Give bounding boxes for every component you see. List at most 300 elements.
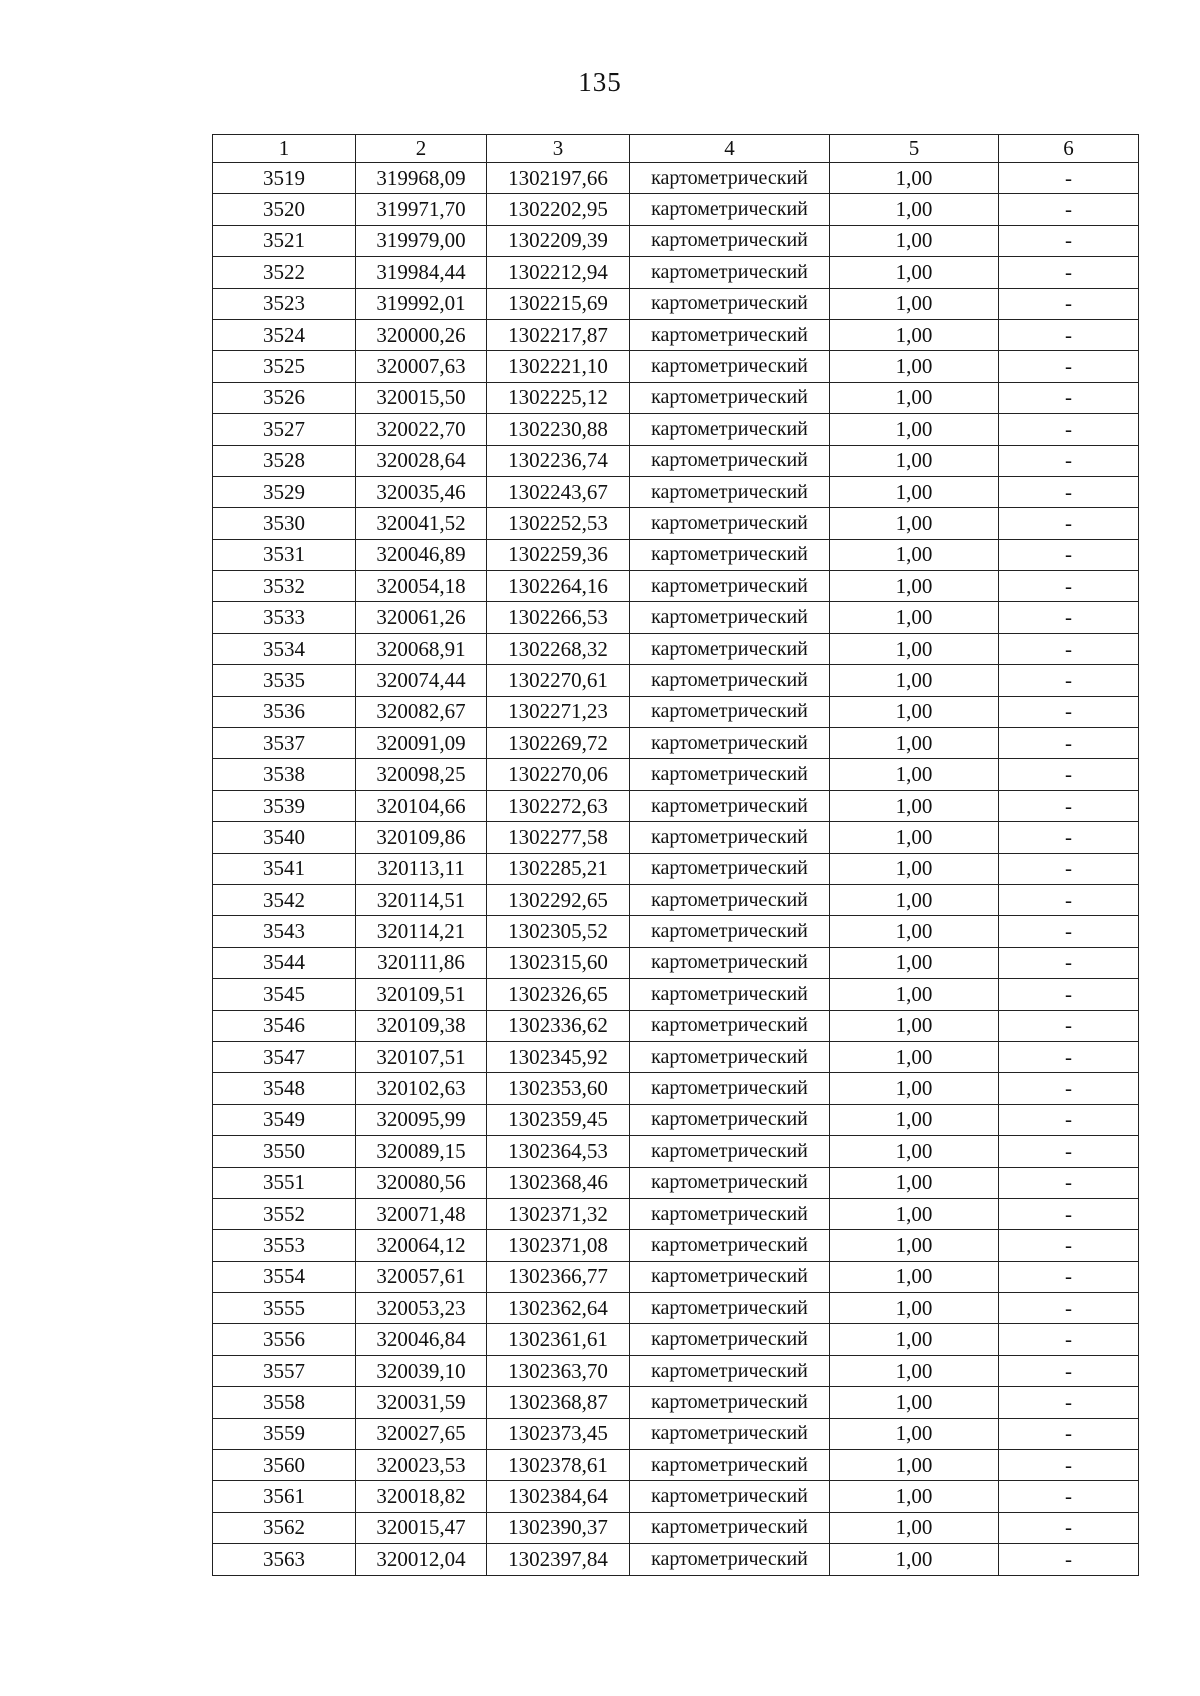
y-coordinate-cell: 1302368,87	[487, 1387, 630, 1418]
x-coordinate-cell: 320109,86	[356, 822, 487, 853]
y-coordinate-cell: 1302264,16	[487, 571, 630, 602]
x-coordinate-cell: 320074,44	[356, 665, 487, 696]
method-cell: картометрический	[630, 414, 830, 445]
method-cell: картометрический	[630, 884, 830, 915]
note-cell: -	[999, 790, 1139, 821]
note-cell: -	[999, 571, 1139, 602]
y-coordinate-cell: 1302326,65	[487, 979, 630, 1010]
point-number-cell: 3547	[213, 1041, 356, 1072]
method-cell: картометрический	[630, 979, 830, 1010]
note-cell: -	[999, 382, 1139, 413]
table-row	[213, 1512, 1139, 1543]
x-coordinate-cell: 320071,48	[356, 1198, 487, 1229]
column-header-5: 5	[830, 135, 999, 163]
accuracy-cell: 1,00	[830, 319, 999, 350]
accuracy-cell: 1,00	[830, 1355, 999, 1386]
accuracy-cell: 1,00	[830, 1261, 999, 1292]
table-row	[213, 1136, 1139, 1167]
x-coordinate-cell: 319992,01	[356, 288, 487, 319]
point-number-cell: 3546	[213, 1010, 356, 1041]
point-number-cell: 3560	[213, 1450, 356, 1481]
point-number-cell: 3529	[213, 476, 356, 507]
x-coordinate-cell: 320012,04	[356, 1544, 487, 1575]
y-coordinate-cell: 1302209,39	[487, 225, 630, 256]
point-number-cell: 3522	[213, 257, 356, 288]
y-coordinate-cell: 1302371,08	[487, 1230, 630, 1261]
note-cell: -	[999, 1544, 1139, 1575]
x-coordinate-cell: 320039,10	[356, 1355, 487, 1386]
note-cell: -	[999, 1104, 1139, 1135]
y-coordinate-cell: 1302285,21	[487, 853, 630, 884]
table-header	[213, 135, 1139, 163]
accuracy-cell: 1,00	[830, 445, 999, 476]
method-cell: картометрический	[630, 1387, 830, 1418]
table-row	[213, 351, 1139, 382]
accuracy-cell: 1,00	[830, 571, 999, 602]
accuracy-cell: 1,00	[830, 288, 999, 319]
method-cell: картометрический	[630, 759, 830, 790]
accuracy-cell: 1,00	[830, 759, 999, 790]
accuracy-cell: 1,00	[830, 633, 999, 664]
y-coordinate-cell: 1302364,53	[487, 1136, 630, 1167]
y-coordinate-cell: 1302361,61	[487, 1324, 630, 1355]
y-coordinate-cell: 1302202,95	[487, 194, 630, 225]
method-cell: картометрический	[630, 163, 830, 194]
table-row	[213, 382, 1139, 413]
y-coordinate-cell: 1302353,60	[487, 1073, 630, 1104]
y-coordinate-cell: 1302359,45	[487, 1104, 630, 1135]
point-number-cell: 3542	[213, 884, 356, 915]
table-row	[213, 1261, 1139, 1292]
note-cell: -	[999, 194, 1139, 225]
note-cell: -	[999, 947, 1139, 978]
note-cell: -	[999, 1293, 1139, 1324]
y-coordinate-cell: 1302373,45	[487, 1418, 630, 1449]
y-coordinate-cell: 1302366,77	[487, 1261, 630, 1292]
x-coordinate-cell: 320031,59	[356, 1387, 487, 1418]
y-coordinate-cell: 1302266,53	[487, 602, 630, 633]
y-coordinate-cell: 1302225,12	[487, 382, 630, 413]
note-cell: -	[999, 633, 1139, 664]
note-cell: -	[999, 728, 1139, 759]
y-coordinate-cell: 1302252,53	[487, 508, 630, 539]
method-cell: картометрический	[630, 1010, 830, 1041]
accuracy-cell: 1,00	[830, 1544, 999, 1575]
table-row	[213, 947, 1139, 978]
note-cell: -	[999, 288, 1139, 319]
page-number: 135	[578, 67, 622, 97]
point-number-cell: 3541	[213, 853, 356, 884]
method-cell: картометрический	[630, 665, 830, 696]
x-coordinate-cell: 320109,51	[356, 979, 487, 1010]
method-cell: картометрический	[630, 319, 830, 350]
y-coordinate-cell: 1302336,62	[487, 1010, 630, 1041]
method-cell: картометрический	[630, 1293, 830, 1324]
table-row	[213, 1041, 1139, 1072]
method-cell: картометрический	[630, 476, 830, 507]
point-number-cell: 3536	[213, 696, 356, 727]
note-cell: -	[999, 351, 1139, 382]
x-coordinate-cell: 320095,99	[356, 1104, 487, 1135]
note-cell: -	[999, 508, 1139, 539]
accuracy-cell: 1,00	[830, 382, 999, 413]
coordinates-table	[212, 134, 1139, 1576]
accuracy-cell: 1,00	[830, 414, 999, 445]
x-coordinate-cell: 319984,44	[356, 257, 487, 288]
y-coordinate-cell: 1302363,70	[487, 1355, 630, 1386]
x-coordinate-cell: 320091,09	[356, 728, 487, 759]
y-coordinate-cell: 1302397,84	[487, 1544, 630, 1575]
point-number-cell: 3551	[213, 1167, 356, 1198]
point-number-cell: 3543	[213, 916, 356, 947]
note-cell: -	[999, 1261, 1139, 1292]
x-coordinate-cell: 320082,67	[356, 696, 487, 727]
accuracy-cell: 1,00	[830, 476, 999, 507]
note-cell: -	[999, 916, 1139, 947]
method-cell: картометрический	[630, 1450, 830, 1481]
table-row	[213, 1387, 1139, 1418]
y-coordinate-cell: 1302212,94	[487, 257, 630, 288]
method-cell: картометрический	[630, 916, 830, 947]
table-row	[213, 1544, 1139, 1575]
accuracy-cell: 1,00	[830, 696, 999, 727]
table-row	[213, 1073, 1139, 1104]
point-number-cell: 3553	[213, 1230, 356, 1261]
note-cell: -	[999, 1010, 1139, 1041]
x-coordinate-cell: 320109,38	[356, 1010, 487, 1041]
y-coordinate-cell: 1302268,32	[487, 633, 630, 664]
point-number-cell: 3539	[213, 790, 356, 821]
accuracy-cell: 1,00	[830, 1512, 999, 1543]
method-cell: картометрический	[630, 947, 830, 978]
note-cell: -	[999, 1418, 1139, 1449]
note-cell: -	[999, 884, 1139, 915]
method-cell: картометрический	[630, 539, 830, 570]
x-coordinate-cell: 320007,63	[356, 351, 487, 382]
point-number-cell: 3555	[213, 1293, 356, 1324]
y-coordinate-cell: 1302368,46	[487, 1167, 630, 1198]
method-cell: картометрический	[630, 1073, 830, 1104]
note-cell: -	[999, 1512, 1139, 1543]
method-cell: картометрический	[630, 1418, 830, 1449]
x-coordinate-cell: 320114,21	[356, 916, 487, 947]
method-cell: картометрический	[630, 1355, 830, 1386]
point-number-cell: 3535	[213, 665, 356, 696]
x-coordinate-cell: 319971,70	[356, 194, 487, 225]
table-row	[213, 1481, 1139, 1512]
table-row	[213, 1230, 1139, 1261]
table-row	[213, 790, 1139, 821]
method-cell: картометрический	[630, 1104, 830, 1135]
accuracy-cell: 1,00	[830, 351, 999, 382]
y-coordinate-cell: 1302221,10	[487, 351, 630, 382]
table-row	[213, 696, 1139, 727]
x-coordinate-cell: 320015,50	[356, 382, 487, 413]
note-cell: -	[999, 696, 1139, 727]
y-coordinate-cell: 1302315,60	[487, 947, 630, 978]
accuracy-cell: 1,00	[830, 1167, 999, 1198]
y-coordinate-cell: 1302259,36	[487, 539, 630, 570]
note-cell: -	[999, 853, 1139, 884]
accuracy-cell: 1,00	[830, 602, 999, 633]
method-cell: картометрический	[630, 1481, 830, 1512]
table-row	[213, 822, 1139, 853]
method-cell: картометрический	[630, 288, 830, 319]
note-cell: -	[999, 822, 1139, 853]
table-row	[213, 1450, 1139, 1481]
point-number-cell: 3534	[213, 633, 356, 664]
method-cell: картометрический	[630, 1041, 830, 1072]
point-number-cell: 3521	[213, 225, 356, 256]
method-cell: картометрический	[630, 382, 830, 413]
x-coordinate-cell: 320054,18	[356, 571, 487, 602]
x-coordinate-cell: 320000,26	[356, 319, 487, 350]
table-row	[213, 476, 1139, 507]
note-cell: -	[999, 1198, 1139, 1229]
note-cell: -	[999, 1355, 1139, 1386]
point-number-cell: 3533	[213, 602, 356, 633]
accuracy-cell: 1,00	[830, 1450, 999, 1481]
method-cell: картометрический	[630, 602, 830, 633]
point-number-cell: 3520	[213, 194, 356, 225]
note-cell: -	[999, 1167, 1139, 1198]
y-coordinate-cell: 1302230,88	[487, 414, 630, 445]
point-number-cell: 3530	[213, 508, 356, 539]
x-coordinate-cell: 320027,65	[356, 1418, 487, 1449]
accuracy-cell: 1,00	[830, 979, 999, 1010]
accuracy-cell: 1,00	[830, 947, 999, 978]
point-number-cell: 3538	[213, 759, 356, 790]
x-coordinate-cell: 320107,51	[356, 1041, 487, 1072]
accuracy-cell: 1,00	[830, 163, 999, 194]
point-number-cell: 3531	[213, 539, 356, 570]
point-number-cell: 3532	[213, 571, 356, 602]
table-row	[213, 1418, 1139, 1449]
column-header-2: 2	[356, 135, 487, 163]
x-coordinate-cell: 319968,09	[356, 163, 487, 194]
accuracy-cell: 1,00	[830, 257, 999, 288]
accuracy-cell: 1,00	[830, 1293, 999, 1324]
table-body	[213, 163, 1139, 1576]
column-header-6: 6	[999, 135, 1139, 163]
table-row	[213, 1355, 1139, 1386]
note-cell: -	[999, 1041, 1139, 1072]
note-cell: -	[999, 1073, 1139, 1104]
note-cell: -	[999, 665, 1139, 696]
x-coordinate-cell: 320046,89	[356, 539, 487, 570]
y-coordinate-cell: 1302384,64	[487, 1481, 630, 1512]
point-number-cell: 3561	[213, 1481, 356, 1512]
method-cell: картометрический	[630, 696, 830, 727]
x-coordinate-cell: 320028,64	[356, 445, 487, 476]
x-coordinate-cell: 320064,12	[356, 1230, 487, 1261]
accuracy-cell: 1,00	[830, 1324, 999, 1355]
accuracy-cell: 1,00	[830, 1104, 999, 1135]
table-row	[213, 916, 1139, 947]
table-row	[213, 884, 1139, 915]
method-cell: картометрический	[630, 257, 830, 288]
accuracy-cell: 1,00	[830, 1198, 999, 1229]
point-number-cell: 3548	[213, 1073, 356, 1104]
accuracy-cell: 1,00	[830, 1136, 999, 1167]
note-cell: -	[999, 1136, 1139, 1167]
y-coordinate-cell: 1302236,74	[487, 445, 630, 476]
note-cell: -	[999, 163, 1139, 194]
point-number-cell: 3525	[213, 351, 356, 382]
point-number-cell: 3544	[213, 947, 356, 978]
point-number-cell: 3540	[213, 822, 356, 853]
table-row	[213, 508, 1139, 539]
y-coordinate-cell: 1302378,61	[487, 1450, 630, 1481]
table-row	[213, 539, 1139, 570]
table-row	[213, 728, 1139, 759]
table-row	[213, 1010, 1139, 1041]
x-coordinate-cell: 320113,11	[356, 853, 487, 884]
method-cell: картометрический	[630, 790, 830, 821]
y-coordinate-cell: 1302215,69	[487, 288, 630, 319]
point-number-cell: 3528	[213, 445, 356, 476]
note-cell: -	[999, 257, 1139, 288]
accuracy-cell: 1,00	[830, 1230, 999, 1261]
x-coordinate-cell: 320041,52	[356, 508, 487, 539]
table-row	[213, 1324, 1139, 1355]
accuracy-cell: 1,00	[830, 1041, 999, 1072]
y-coordinate-cell: 1302269,72	[487, 728, 630, 759]
accuracy-cell: 1,00	[830, 1418, 999, 1449]
table-row	[213, 1167, 1139, 1198]
table-row	[213, 414, 1139, 445]
table-row	[213, 853, 1139, 884]
accuracy-cell: 1,00	[830, 539, 999, 570]
method-cell: картометрический	[630, 1198, 830, 1229]
method-cell: картометрический	[630, 225, 830, 256]
method-cell: картометрический	[630, 1136, 830, 1167]
y-coordinate-cell: 1302390,37	[487, 1512, 630, 1543]
method-cell: картометрический	[630, 853, 830, 884]
y-coordinate-cell: 1302277,58	[487, 822, 630, 853]
point-number-cell: 3537	[213, 728, 356, 759]
x-coordinate-cell: 320089,15	[356, 1136, 487, 1167]
table-row	[213, 665, 1139, 696]
x-coordinate-cell: 320022,70	[356, 414, 487, 445]
note-cell: -	[999, 1387, 1139, 1418]
table-row	[213, 445, 1139, 476]
table-row	[213, 257, 1139, 288]
accuracy-cell: 1,00	[830, 822, 999, 853]
method-cell: картометрический	[630, 351, 830, 382]
y-coordinate-cell: 1302271,23	[487, 696, 630, 727]
x-coordinate-cell: 320018,82	[356, 1481, 487, 1512]
point-number-cell: 3559	[213, 1418, 356, 1449]
note-cell: -	[999, 445, 1139, 476]
y-coordinate-cell: 1302270,06	[487, 759, 630, 790]
table-row	[213, 319, 1139, 350]
y-coordinate-cell: 1302371,32	[487, 1198, 630, 1229]
accuracy-cell: 1,00	[830, 1387, 999, 1418]
y-coordinate-cell: 1302217,87	[487, 319, 630, 350]
point-number-cell: 3527	[213, 414, 356, 445]
point-number-cell: 3557	[213, 1355, 356, 1386]
table-row	[213, 979, 1139, 1010]
table-row	[213, 1293, 1139, 1324]
table-row	[213, 1198, 1139, 1229]
method-cell: картометрический	[630, 1512, 830, 1543]
table-row	[213, 288, 1139, 319]
point-number-cell: 3558	[213, 1387, 356, 1418]
point-number-cell: 3552	[213, 1198, 356, 1229]
column-header-3: 3	[487, 135, 630, 163]
y-coordinate-cell: 1302197,66	[487, 163, 630, 194]
point-number-cell: 3549	[213, 1104, 356, 1135]
note-cell: -	[999, 225, 1139, 256]
accuracy-cell: 1,00	[830, 728, 999, 759]
table-row	[213, 163, 1139, 194]
method-cell: картометрический	[630, 1544, 830, 1575]
point-number-cell: 3523	[213, 288, 356, 319]
point-number-cell: 3524	[213, 319, 356, 350]
point-number-cell: 3556	[213, 1324, 356, 1355]
accuracy-cell: 1,00	[830, 790, 999, 821]
note-cell: -	[999, 979, 1139, 1010]
method-cell: картометрический	[630, 728, 830, 759]
note-cell: -	[999, 476, 1139, 507]
table-row	[213, 759, 1139, 790]
accuracy-cell: 1,00	[830, 665, 999, 696]
note-cell: -	[999, 602, 1139, 633]
x-coordinate-cell: 320080,56	[356, 1167, 487, 1198]
accuracy-cell: 1,00	[830, 916, 999, 947]
note-cell: -	[999, 1481, 1139, 1512]
x-coordinate-cell: 320046,84	[356, 1324, 487, 1355]
note-cell: -	[999, 1230, 1139, 1261]
point-number-cell: 3562	[213, 1512, 356, 1543]
x-coordinate-cell: 320015,47	[356, 1512, 487, 1543]
accuracy-cell: 1,00	[830, 853, 999, 884]
x-coordinate-cell: 320104,66	[356, 790, 487, 821]
accuracy-cell: 1,00	[830, 1481, 999, 1512]
x-coordinate-cell: 320114,51	[356, 884, 487, 915]
column-header-4: 4	[630, 135, 830, 163]
point-number-cell: 3519	[213, 163, 356, 194]
method-cell: картометрический	[630, 822, 830, 853]
x-coordinate-cell: 320068,91	[356, 633, 487, 664]
method-cell: картометрический	[630, 445, 830, 476]
table-row	[213, 633, 1139, 664]
note-cell: -	[999, 539, 1139, 570]
note-cell: -	[999, 1324, 1139, 1355]
accuracy-cell: 1,00	[830, 508, 999, 539]
point-number-cell: 3563	[213, 1544, 356, 1575]
header-row	[213, 135, 1139, 163]
x-coordinate-cell: 320053,23	[356, 1293, 487, 1324]
accuracy-cell: 1,00	[830, 1010, 999, 1041]
point-number-cell: 3526	[213, 382, 356, 413]
accuracy-cell: 1,00	[830, 884, 999, 915]
table-row	[213, 602, 1139, 633]
point-number-cell: 3550	[213, 1136, 356, 1167]
note-cell: -	[999, 319, 1139, 350]
x-coordinate-cell: 320023,53	[356, 1450, 487, 1481]
table-row	[213, 225, 1139, 256]
note-cell: -	[999, 414, 1139, 445]
y-coordinate-cell: 1302270,61	[487, 665, 630, 696]
column-header-1: 1	[213, 135, 356, 163]
point-number-cell: 3545	[213, 979, 356, 1010]
y-coordinate-cell: 1302243,67	[487, 476, 630, 507]
x-coordinate-cell: 320111,86	[356, 947, 487, 978]
method-cell: картометрический	[630, 194, 830, 225]
x-coordinate-cell: 320102,63	[356, 1073, 487, 1104]
